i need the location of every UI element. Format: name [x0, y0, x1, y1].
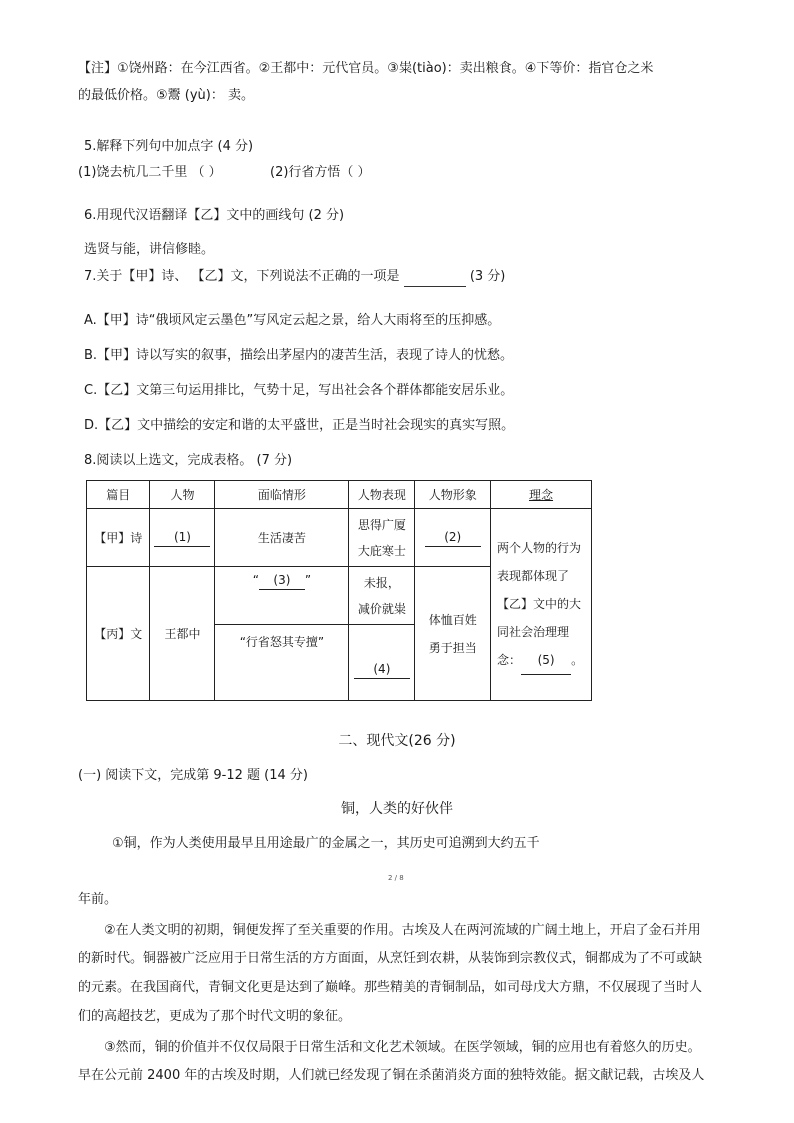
q7-answer-blank[interactable]: [404, 268, 466, 287]
idea-end-mark: 。: [571, 653, 584, 667]
blank-1: (1): [154, 528, 210, 547]
header-performance: 人物表现: [349, 481, 415, 509]
cell-person-bing: 王都中: [150, 567, 215, 701]
q6-sentence: 选贤与能，讲信修睦。: [84, 242, 215, 257]
blank-4: (4): [354, 660, 410, 679]
idea-line-3: 【乙】文中的大: [497, 597, 582, 611]
q7-option-b: B.【甲】诗以写实的叙事，描绘出茅屋内的凄苦生活，表现了诗人的忧愁。: [84, 348, 514, 363]
header-person: 人物: [150, 481, 215, 509]
note-line-2: 的最低价格。⑤鬻 (yù)： 卖。: [78, 88, 254, 103]
article-title: 铜，人类的好伙伴: [341, 801, 453, 817]
paragraph-2-line-3: 的元素。在我国商代，青铜文化更是达到了巅峰。那些精美的青铜制品，如司母戊大方鼎，不仅展现了当时人: [78, 980, 703, 995]
cell-image-jia[interactable]: [415, 509, 491, 567]
quote-open: “: [252, 573, 259, 587]
q7-score: (3 分): [469, 269, 506, 284]
idea-line-5: [497, 646, 585, 675]
cell-performance-jia: [349, 509, 415, 567]
cell-performance-bing-2[interactable]: [349, 625, 415, 701]
image-bing-line-1: 体恤百姓: [428, 612, 477, 627]
cell-performance-bing-1: [349, 567, 415, 625]
paragraph-3-line-2: 早在公元前 2400 年的古埃及时期，人们就已经发现了铜在杀菌消炎方面的独特效能。据文献记载，古埃及人: [78, 1068, 705, 1083]
idea-line-1: 两个人物的行为: [497, 541, 582, 555]
cell-situation-bing-2: “行省怒其专擅”: [215, 625, 349, 701]
paragraph-3-line-1: ③然而，铜的价值并不仅仅局限于日常生活和文化艺术领域。在医学领域，铜的应用也有着悠久的历史。: [104, 1040, 701, 1055]
quote-close: ”: [304, 573, 312, 587]
q5-item-2: (2)行省方悟（ ）: [270, 165, 371, 180]
idea-line-5-label: 念：: [497, 653, 522, 667]
page-number: 2 / 8: [388, 874, 404, 882]
paragraph-2-line-4: 们的高超技艺，更成为了那个时代文明的象征。: [78, 1009, 352, 1024]
header-work: 篇目: [87, 481, 150, 509]
paragraph-1-line-1: ①铜，作为人类使用最早且用途最广的金属之一，其历史可追溯到大约五千: [112, 836, 540, 851]
q8-table: [86, 480, 592, 701]
performance-bing-line-1: 未报，: [363, 575, 400, 590]
q6-title: 6.用现代汉语翻译【乙】文中的画线句 (2 分): [84, 208, 345, 223]
q7-option-a: A.【甲】诗“俄顷风定云墨色”写风定云起之景，给人大雨将至的压抑感。: [84, 313, 501, 328]
header-situation: 面临情形: [215, 481, 349, 509]
blank-2: (2): [425, 528, 481, 547]
cell-person-jia[interactable]: [150, 509, 215, 567]
section-subheading: (一) 阅读下文，完成第 9-12 题 (14 分): [78, 768, 308, 783]
idea-line-2: 表现都体现了: [497, 569, 570, 583]
q7-title-text: 7.关于【甲】诗、 【乙】文，下列说法不正确的一项是: [84, 269, 400, 284]
image-bing-line-2: 勇于担当: [428, 640, 477, 655]
paragraph-2-line-1: ②在人类文明的初期，铜便发挥了至关重要的作用。古埃及人在两河流域的广阔土地上，开启了金石并用: [104, 923, 701, 938]
q7-option-c: C.【乙】文第三句运用排比，气势十足，写出社会各个群体都能安居乐业。: [84, 383, 514, 398]
blank-3: (3): [259, 571, 305, 590]
paragraph-1-line-2: 年前。: [78, 892, 118, 907]
idea-line-4: 同社会治理理: [497, 625, 570, 639]
performance-bing-line-2: 减价就粜: [357, 601, 406, 616]
cell-work-bing: 【丙】文: [87, 567, 150, 701]
cell-image-bing: [415, 567, 491, 701]
q8-title: 8.阅读以上选文，完成表格。 (7 分): [84, 453, 293, 468]
performance-jia-line-1: 思得广厦: [357, 517, 406, 532]
performance-jia-line-2: 大庇寒士: [357, 543, 406, 558]
cell-work-jia: 【甲】诗: [87, 509, 150, 567]
paragraph-2-line-2: 的新时代。铜器被广泛应用于日常生活的方方面面，从烹饪到农耕，从装饰到宗教仪式，铜都成为了不可或缺: [78, 951, 703, 966]
q7-title: [84, 268, 505, 287]
q5-item-1: (1)饶去杭几二千里 （ ）: [78, 165, 222, 180]
header-image: 人物形象: [415, 481, 491, 509]
blank-5[interactable]: (5): [521, 646, 571, 675]
q7-option-d: D.【乙】文中描绘的安定和谐的太平盛世，正是当时社会现实的真实写照。: [84, 418, 515, 433]
note-line-1: 【注】①饶州路：在今江西省。②王都中：元代官员。③粜(tiào)：卖出粮食。④下等价：指官仓之米: [78, 61, 654, 76]
cell-situation-bing-1[interactable]: [215, 567, 349, 625]
section-heading: 二、现代文(26 分): [338, 733, 456, 749]
table-header-row: [87, 481, 592, 509]
table-row-jia: [87, 509, 592, 567]
cell-idea: [491, 509, 592, 701]
header-idea: 理念: [491, 481, 592, 509]
q5-title: 5.解释下列句中加点字 (4 分): [84, 139, 254, 154]
cell-situation-jia: 生活凄苦: [215, 509, 349, 567]
